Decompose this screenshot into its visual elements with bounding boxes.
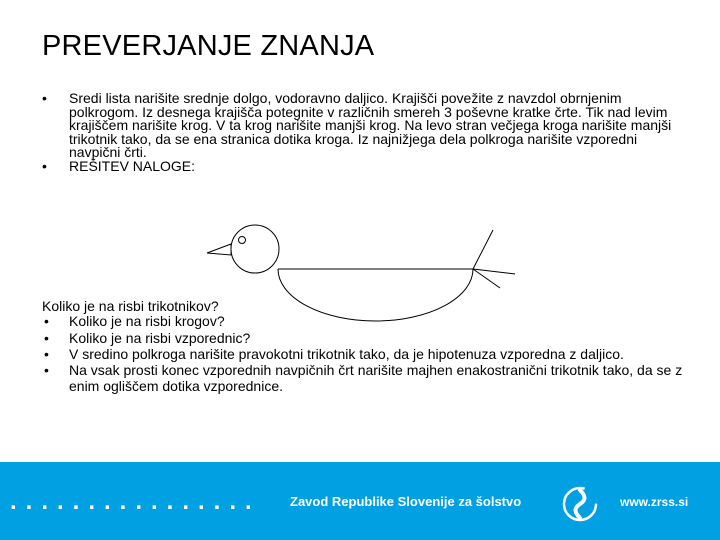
task-equilateral-triangles: • Na vsak prosti konec vzporednih navpičnih črt narišite majhen enakostranični trikotnik tako, da se z enim ogliščem dotika vzporednice. — [42, 363, 692, 393]
question-list — [42, 314, 692, 394]
instruction-list — [42, 92, 692, 174]
question-circles: • Koliko je na risbi krogov? — [42, 314, 692, 329]
task-right-triangle: • V sredino polkroga narišite pravokotni trikotnik tako, da je hipotenuza vzporedna z daljico. — [42, 347, 692, 362]
website-link[interactable]: www.zrss.si — [620, 495, 689, 509]
footer-dots: ................ — [10, 488, 261, 515]
organization-name: Zavod Republike Slovenije za šolstvo — [290, 494, 522, 509]
zrss-logo-icon — [560, 484, 600, 524]
beak-triangle — [207, 244, 231, 255]
instruction-text: • Sredi lista narišite srednje dolgo, vodoravno daljico. Krajišči povežite z navzdol obrnjenim polkrogom. Iz desnega krajišča potegnite v različnih smereh 3 poševne kratke črte. Tik nad levim krajiščem narišite krog. V ta krog narišite manjši krog. Na levo stran večjega kroga narišite manjši trikotnik tako, da se ena stranica dotika kroga. Iz najnižjega dela polkroga narišite vzporedni navpični črti. — [42, 92, 692, 160]
footer-bar — [0, 462, 720, 540]
solution-label: • REŠITEV NALOGE: — [42, 160, 692, 174]
small-circle — [239, 237, 246, 244]
slanted-line-up — [473, 230, 493, 269]
question-section — [42, 298, 692, 395]
slide-title: PREVERJANJE ZNANJA — [42, 30, 375, 62]
question-triangles: Koliko je na risbi trikotnikov? — [42, 298, 219, 314]
large-circle — [231, 225, 279, 273]
question-parallels: • Koliko je na risbi vzporednic? — [42, 331, 692, 346]
